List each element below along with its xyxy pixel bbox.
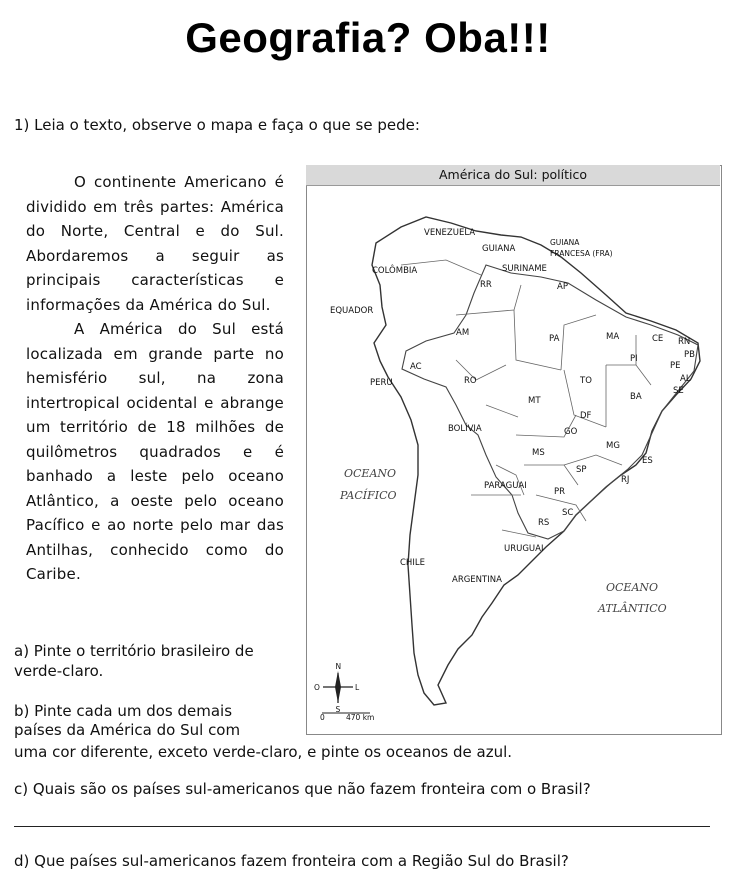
compass-s: S bbox=[335, 705, 341, 714]
compass-l: L bbox=[355, 683, 360, 692]
label-df: DF bbox=[580, 411, 592, 421]
brazil-outline bbox=[402, 265, 698, 539]
scale-bar bbox=[320, 713, 374, 722]
ocean-pacific-line-2: PACÍFICO bbox=[340, 489, 397, 502]
label-ac: AC bbox=[410, 362, 422, 372]
label-ap: AP bbox=[557, 282, 568, 292]
intro-text bbox=[26, 170, 284, 587]
label-es: ES bbox=[642, 456, 653, 466]
label-ma: MA bbox=[606, 332, 620, 342]
label-peru: PERU bbox=[370, 378, 393, 388]
label-argentina: ARGENTINA bbox=[452, 575, 502, 585]
question-a: a) Pinte o território brasileiro de verde-claro. bbox=[14, 642, 254, 680]
map-header: América do Sul: político bbox=[306, 165, 720, 186]
question-1: 1) Leia o texto, observe o mapa e faça o que se pede: bbox=[14, 116, 420, 134]
label-equador: EQUADOR bbox=[330, 306, 374, 316]
label-am: AM bbox=[456, 328, 470, 338]
label-pi: PI bbox=[630, 354, 638, 364]
label-sp: SP bbox=[576, 465, 587, 475]
label-rr: RR bbox=[480, 280, 492, 290]
label-rs: RS bbox=[538, 518, 550, 528]
label-sc: SC bbox=[562, 508, 574, 518]
country-labels bbox=[330, 228, 613, 585]
label-se: SE bbox=[673, 386, 684, 396]
label-colombia: COLÔMBIA bbox=[372, 266, 418, 276]
label-pa: PA bbox=[549, 334, 560, 344]
state-labels bbox=[410, 280, 695, 528]
label-pr: PR bbox=[554, 487, 566, 497]
scale-distance: 470 km bbox=[346, 713, 375, 722]
label-bolivia: BOLÍVIA bbox=[448, 424, 482, 434]
label-suriname: SURINAME bbox=[502, 264, 547, 274]
label-ms: MS bbox=[532, 448, 545, 458]
ocean-atlantic-line-1: OCEANO bbox=[606, 581, 659, 594]
label-guiana-francesa-1: GUIANA bbox=[550, 238, 580, 247]
label-guiana: GUIANA bbox=[482, 244, 516, 254]
label-mg: MG bbox=[606, 441, 620, 451]
question-c: c) Quais são os países sul-americanos que não fazem fronteira com o Brasil? bbox=[14, 780, 591, 798]
question-d: d) Que países sul-americanos fazem fronteira com a Região Sul do Brasil? bbox=[14, 852, 569, 870]
label-ba: BA bbox=[630, 392, 642, 402]
ocean-atlantic-line-2: ATLÂNTICO bbox=[598, 602, 667, 615]
label-rj: RJ bbox=[621, 475, 630, 485]
label-to: TO bbox=[580, 376, 592, 386]
scale-zero: 0 bbox=[320, 713, 325, 722]
question-b-part-1: b) Pinte cada um dos demais países da América do Sul com bbox=[14, 702, 241, 739]
label-pb: PB bbox=[684, 350, 695, 360]
compass-n: N bbox=[335, 662, 342, 671]
map-drawing bbox=[306, 165, 722, 735]
label-venezuela: VENEZUELA bbox=[424, 228, 476, 238]
page-title: Geografia? Oba!!! bbox=[185, 14, 551, 61]
answer-line[interactable] bbox=[14, 826, 710, 827]
label-pe: PE bbox=[670, 361, 681, 371]
compass-rose-icon bbox=[314, 662, 360, 714]
label-guiana-francesa-2: FRANCESA (FRA) bbox=[550, 249, 613, 258]
label-rn: RN bbox=[678, 337, 691, 347]
label-ro: RO bbox=[464, 376, 477, 386]
label-chile: CHILE bbox=[400, 558, 425, 568]
question-b-part-2: uma cor diferente, exceto verde-claro, e pinte os oceanos de azul. bbox=[14, 743, 513, 761]
label-go: GO bbox=[564, 427, 578, 437]
label-uruguai: URUGUAI bbox=[504, 544, 544, 554]
ocean-pacific-line-1: OCEANO bbox=[344, 467, 397, 480]
south-america-map bbox=[306, 165, 722, 735]
compass-o: O bbox=[314, 683, 320, 692]
label-mt: MT bbox=[528, 396, 541, 406]
label-ce: CE bbox=[652, 334, 664, 344]
label-paraguai: PARAGUAI bbox=[484, 481, 527, 491]
label-al: AL bbox=[680, 374, 691, 384]
intro-paragraph-1: O continente Americano é dividido em três partes: América do Norte, Central e do Sul. Abordaremos a seguir as principais características e informações da América do Sul. bbox=[26, 173, 284, 314]
intro-paragraph-2: A América do Sul está localizada em grande parte no hemisfério sul, na zona intertropical ocidental e abrange um território de 18 milhões de quilômetros quadrados e é banhado a leste pelo oceano Atlântico, a oeste pelo oceano Pacífico e ao norte pelo mar das Antilhas, conhecido como do Caribe. bbox=[26, 320, 284, 583]
